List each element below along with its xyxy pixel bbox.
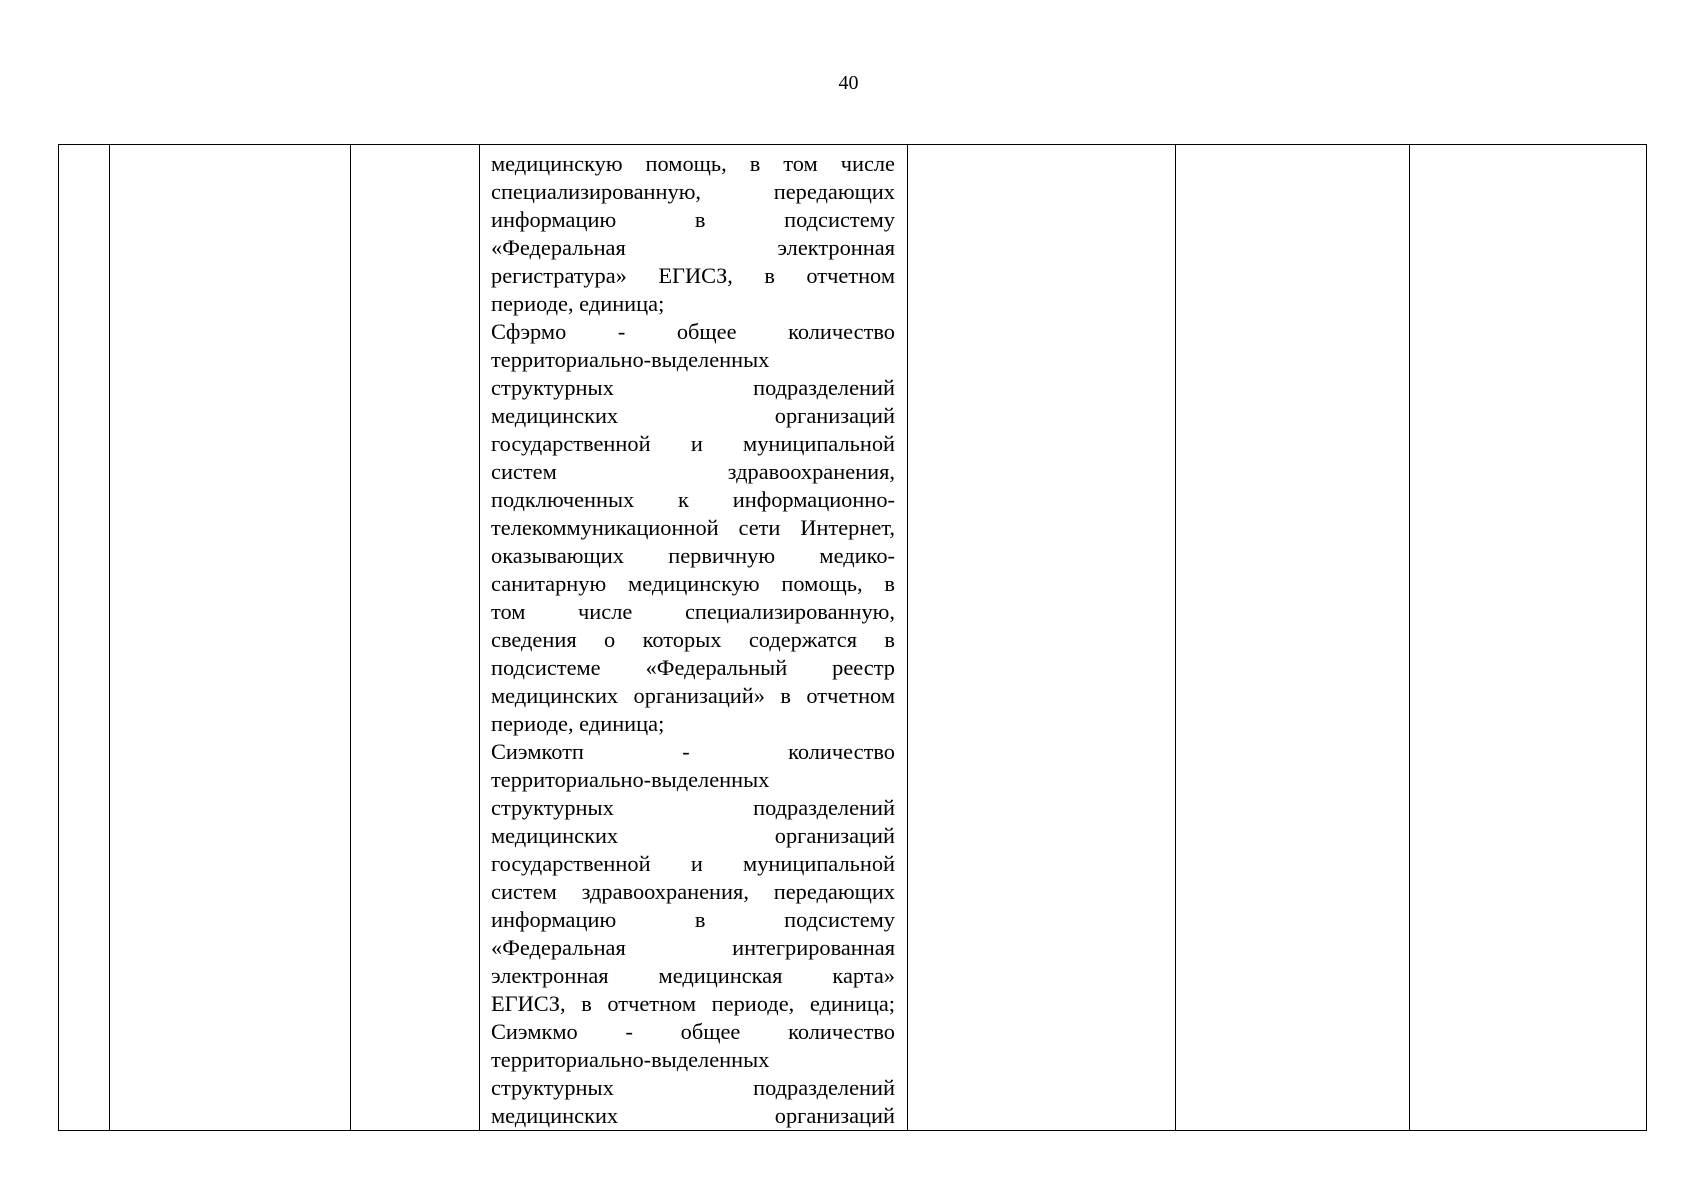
- text-line: структурных подразделений: [491, 375, 895, 400]
- table-cell-unit: [351, 145, 480, 1131]
- text-line: территориально-выделенных: [491, 347, 770, 372]
- text-line: электронная медицинская карта»: [491, 963, 895, 988]
- text-line: подсистеме «Федеральный реестр: [491, 655, 895, 680]
- text-line: периоде, единица;: [491, 291, 665, 316]
- text-line: информацию в подсистему: [491, 907, 895, 932]
- text-line: территориально-выделенных: [491, 767, 770, 792]
- text-line: оказывающих первичную медико-: [491, 543, 895, 568]
- text-line: территориально-выделенных: [491, 1047, 770, 1072]
- methodology-text: [480, 145, 907, 1130]
- text-line: государственной и муниципальной: [491, 851, 895, 876]
- text-line: медицинских организаций» в отчетном: [491, 683, 895, 708]
- text-line: структурных подразделений: [491, 1075, 895, 1100]
- table-cell-number: [59, 145, 110, 1131]
- text-line: регистратура» ЕГИСЗ, в отчетном: [491, 263, 895, 288]
- table-cell-empty-1: [908, 145, 1176, 1131]
- table-cell-empty-2: [1176, 145, 1410, 1131]
- text-line: Сфэрмо - общее количество: [491, 319, 895, 344]
- text-line: государственной и муниципальной: [491, 431, 895, 456]
- text-line: телекоммуникационной сети Интернет,: [491, 515, 895, 540]
- document-table: [58, 144, 1647, 1131]
- text-line: систем здравоохранения, передающих: [491, 879, 895, 904]
- text-line: медицинскую помощь, в том числе: [491, 151, 895, 176]
- text-line: подключенных к информационно-: [491, 487, 895, 512]
- text-line: «Федеральная интегрированная: [491, 935, 895, 960]
- page-number: 40: [838, 72, 859, 94]
- text-line: медицинских организаций: [491, 403, 895, 428]
- text-line: структурных подразделений: [491, 795, 895, 820]
- table-row: [59, 145, 1647, 1131]
- text-line: медицинских организаций: [491, 823, 895, 848]
- text-line: «Федеральная электронная: [491, 235, 895, 260]
- text-line: медицинских организаций: [491, 1103, 895, 1128]
- text-line: сведения о которых содержатся в: [491, 627, 895, 652]
- text-line: Сиэмкмо - общее количество: [491, 1019, 895, 1044]
- text-line: информацию в подсистему: [491, 207, 895, 232]
- text-line: периоде, единица;: [491, 711, 665, 736]
- text-line: специализированную, передающих: [491, 179, 895, 204]
- table-cell-methodology: [480, 145, 908, 1131]
- text-line: том числе специализированную,: [491, 599, 895, 624]
- text-line: систем здравоохранения,: [491, 459, 895, 484]
- text-line: ЕГИСЗ, в отчетном периоде, единица;: [491, 991, 895, 1016]
- text-line: санитарную медицинскую помощь, в: [491, 571, 895, 596]
- table-cell-name: [110, 145, 351, 1131]
- table-cell-empty-3: [1410, 145, 1647, 1131]
- text-line: Сиэмкотп - количество: [491, 739, 895, 764]
